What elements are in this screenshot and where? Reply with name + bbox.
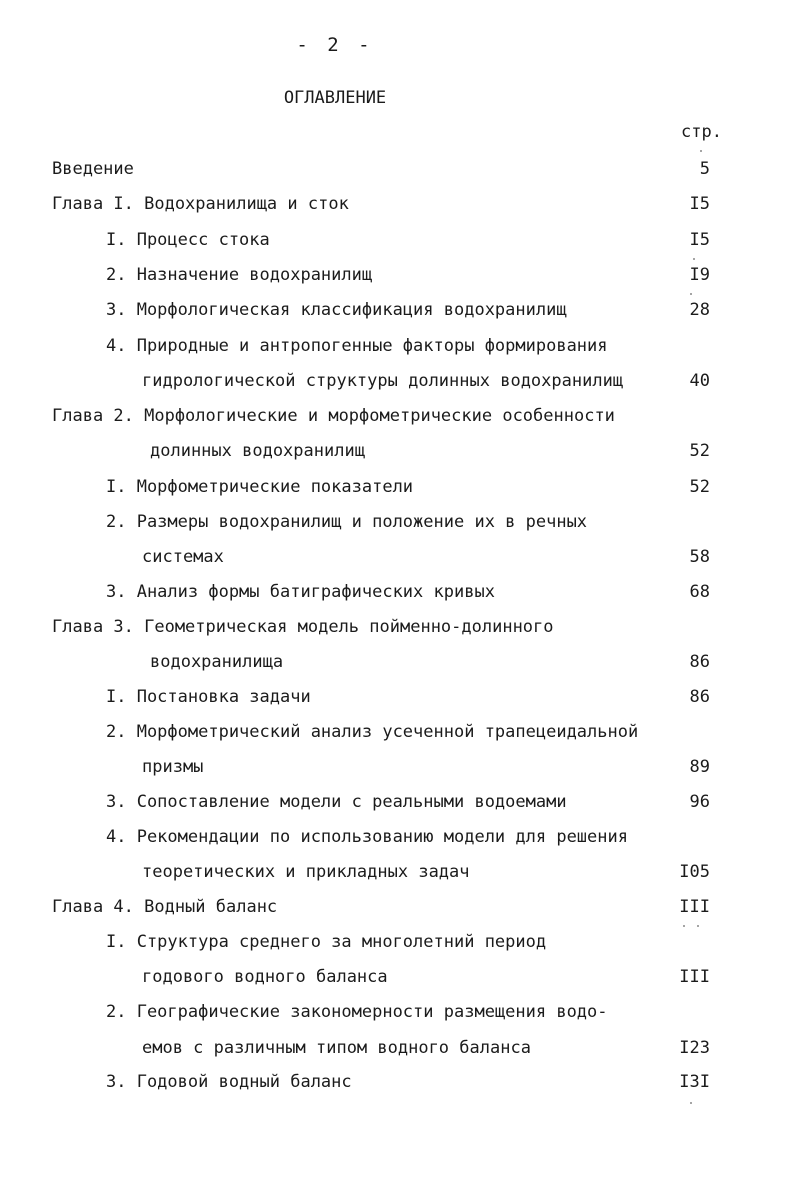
toc-title: ОГЛАВЛЕНИЕ [283, 88, 387, 108]
toc-entry-chapter-4: Глава 4. Водный баланс [52, 897, 278, 917]
toc-entry-section: 3. Годовой водный баланс [106, 1072, 352, 1092]
toc-entry-section: 3. Анализ формы батиграфических кривых [106, 582, 495, 602]
toc-page-ref: III [679, 897, 710, 917]
toc-entry-section: 2. Географические закономерности размещения водо- [106, 1002, 608, 1022]
toc-entry-section: 2. Размеры водохранилищ и положение их в речных [106, 512, 588, 532]
toc-page-ref: III [679, 967, 710, 987]
toc-page-ref: 5 [699, 159, 710, 179]
toc-page-ref: I23 [679, 1038, 710, 1058]
toc-entry-section-continuation: системах [142, 547, 224, 567]
toc-entry-section: 4. Природные и антропогенные факторы формирования [106, 336, 608, 356]
toc-page-ref: 86 [689, 687, 710, 707]
toc-entry-section: 3. Морфологическая классификация водохранилищ [106, 300, 567, 320]
toc-page-ref: I5 [689, 230, 710, 250]
toc-page-ref: 89 [689, 757, 710, 777]
toc-entry-section: 3. Сопоставление модели с реальными водоемами [106, 792, 567, 812]
toc-entry-chapter-continuation: долинных водохранилищ [150, 441, 365, 461]
toc-page-ref: 52 [689, 477, 710, 497]
scan-speck [683, 925, 685, 927]
page-number: - 2 - [296, 34, 374, 56]
toc-entry-chapter-3: Глава 3. Геометрическая модель пойменно-долинного [52, 617, 554, 637]
toc-page-ref: I3I [679, 1072, 710, 1092]
scan-speck [690, 293, 692, 295]
page-column-label: стр. [681, 122, 722, 142]
toc-page-ref: 86 [689, 652, 710, 672]
scan-speck [697, 925, 699, 927]
toc-entry-section: I. Структура среднего за многолетний период [106, 932, 547, 952]
toc-entry-chapter-continuation: водохранилища [150, 652, 284, 672]
toc-entry-introduction: Введение [52, 159, 134, 179]
toc-entry-section: 2. Морфометрический анализ усеченной трапецеидальной [106, 722, 639, 742]
scan-speck [690, 1102, 692, 1104]
toc-entry-section: I. Процесс стока [106, 230, 270, 250]
toc-page-ref: I9 [689, 265, 710, 285]
toc-entry-chapter-2: Глава 2. Морфологические и морфометрические особенности [52, 406, 615, 426]
toc-page-ref: 40 [689, 371, 710, 391]
toc-entry-section-continuation: призмы [142, 757, 204, 777]
toc-entry-section-continuation: гидрологической структуры долинных водохранилищ [142, 371, 624, 391]
toc-entry-chapter-1: Глава I. Водохранилища и сток [52, 194, 349, 214]
scan-speck [700, 150, 702, 152]
toc-entry-section-continuation: теоретических и прикладных задач [142, 862, 470, 882]
toc-page-ref: 52 [689, 441, 710, 461]
toc-entry-section: 2. Назначение водохранилищ [106, 265, 373, 285]
toc-entry-section-continuation: емов с различным типом водного баланса [142, 1038, 531, 1058]
toc-page-ref: 28 [689, 300, 710, 320]
toc-entry-section-continuation: годового водного баланса [142, 967, 388, 987]
scan-speck [693, 258, 695, 260]
toc-page-ref: I5 [689, 194, 710, 214]
toc-entry-section: I. Морфометрические показатели [106, 477, 414, 497]
toc-entry-section: 4. Рекомендации по использованию модели для решения [106, 827, 628, 847]
toc-page-ref: I05 [679, 862, 710, 882]
toc-page-ref: 96 [689, 792, 710, 812]
toc-page-ref: 58 [689, 547, 710, 567]
toc-entry-section: I. Постановка задачи [106, 687, 311, 707]
toc-page-ref: 68 [689, 582, 710, 602]
